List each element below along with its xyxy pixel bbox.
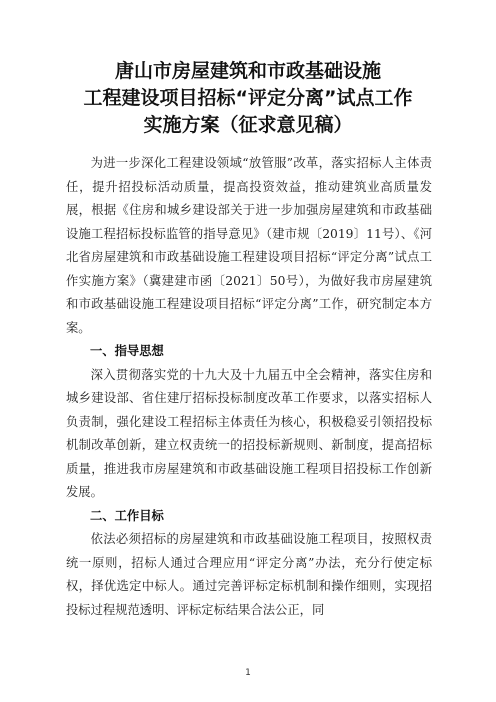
section-1-paragraph: 深入贯彻落实党的十九大及十九届五中全会精神，落实住房和城乡建设部、省住建厅招标投标制度改革工作要求，以落实招标人负责制，强化建设工程招标主体责任为核心，积极稳妥引领招投标机制改革创新，建立权责统一的招投标新规则、新制度，提高招标质量，推进我市房屋建筑和市政基础设施工程项目招投标工作创新发展。 — [66, 367, 432, 499]
document-body — [66, 152, 432, 622]
document-title — [40, 58, 456, 139]
title-line-1: 唐山市房屋建筑和市政基础设施 — [114, 60, 381, 82]
section-2-paragraph: 依法必须招标的房屋建筑和市政基础设施工程项目，按照权责统一原则，招标人通过合理应用“评定分离”办法，充分行使定标权，择优选定中标人。通过完善评标定标机制和操作细则，实现招投标过程规范透明、评标定标结果合法公正，同 — [66, 532, 432, 617]
title-line-2: 工程建设项目招标“评定分离”试点工作 — [83, 87, 413, 109]
section-2-heading: 二、工作目标 — [90, 508, 164, 523]
title-line-3: 实施方案（征求意见稿） — [143, 114, 353, 136]
intro-paragraph: 为进一步深化工程建设领域“放管服”改革，落实招标人主体责任，提升招投标活动质量，提高投资效益，推动建筑业高质量发展，根据《住房和城乡建设部关于进一步加强房屋建筑和市政基础设施工程招标投标监管的指导意见》（建市规〔2019〕11号）、《河北省房屋建筑和市政基础设施工程建设项目招标“评定分离”试点工作实施方案》（冀建建市函〔2021〕50号），为做好我市房屋建筑和市政基础设施工程建设项目招标“评定分离”工作，研究制定本方案。 — [66, 156, 432, 335]
section-1-heading: 一、指导思想 — [90, 344, 164, 358]
page-number: 1 — [245, 668, 251, 678]
